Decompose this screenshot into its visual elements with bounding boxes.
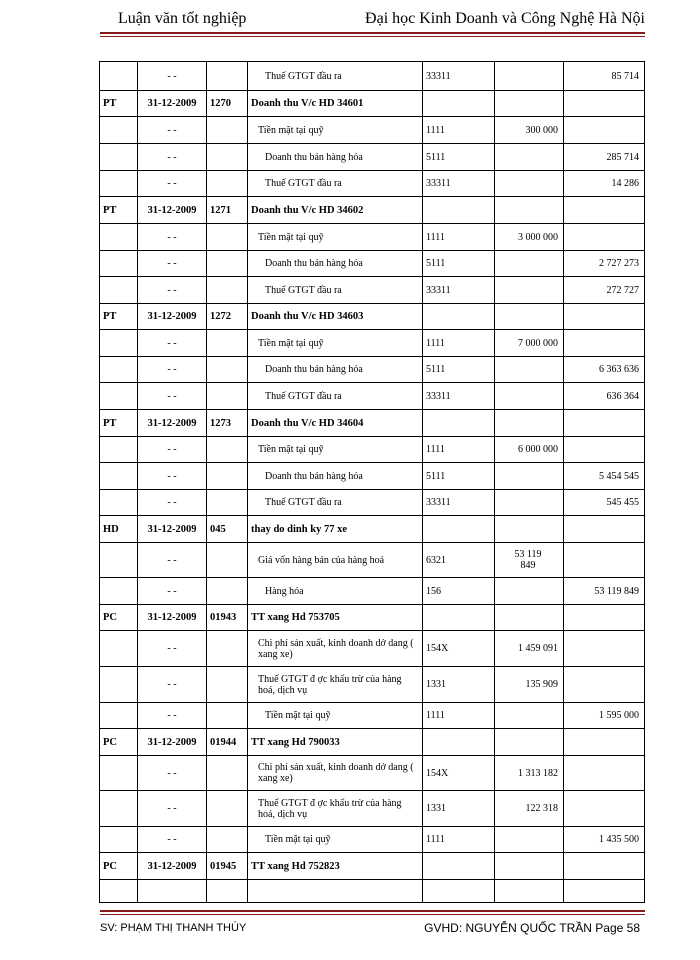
voucher-type-cell [100,703,138,729]
voucher-header-row [100,605,645,631]
account-cell: 1331 [423,791,495,827]
voucher-number-cell [207,383,248,410]
dash-cell: - - [138,827,207,853]
voucher-number-cell: 1270 [207,91,248,117]
account-cell [423,853,495,880]
voucher-header-row [100,197,645,224]
debit-cell: 135 909 [495,667,564,703]
empty-cell [423,880,495,903]
voucher-number-cell [207,667,248,703]
account-cell [423,91,495,117]
account-cell: 1111 [423,117,495,144]
dash-cell: - - [138,490,207,516]
voucher-number-cell [207,357,248,383]
voucher-number-cell [207,251,248,277]
debit-cell: 6 000 000 [495,437,564,463]
debit-cell: 300 000 [495,117,564,144]
voucher-type-cell [100,224,138,251]
voucher-description-cell: Doanh thu V/c HD 34602 [248,197,423,224]
voucher-type-cell [100,383,138,410]
entry-description-cell: Tiền mặt tại quỹ [248,703,423,729]
account-cell [423,605,495,631]
table-row [100,703,645,729]
voucher-number-cell [207,543,248,578]
debit-cell [495,516,564,543]
voucher-date-cell: 31-12-2009 [138,516,207,543]
debit-cell [495,729,564,756]
account-cell: 1111 [423,330,495,357]
voucher-number-cell: 01944 [207,729,248,756]
dash-cell: - - [138,578,207,605]
entry-description-cell: Thuế GTGT đ ợc khấu trừ của hàng hoá, dịch vụ [248,667,423,703]
voucher-description-cell: Doanh thu V/c HD 34603 [248,304,423,330]
empty-cell [207,880,248,903]
voucher-type-cell [100,277,138,304]
entry-description-cell: Tiền mặt tại quỹ [248,117,423,144]
debit-cell [495,463,564,490]
voucher-number-cell [207,756,248,791]
voucher-number-cell [207,224,248,251]
debit-cell [495,171,564,197]
debit-cell [495,304,564,330]
voucher-header-row [100,91,645,117]
voucher-type-cell: PT [100,304,138,330]
table-row [100,631,645,667]
voucher-number-cell: 045 [207,516,248,543]
voucher-type-cell: PC [100,853,138,880]
dash-cell: - - [138,791,207,827]
entry-description-cell: Thuế GTGT đ ợc khấu trừ của hàng hoá, dịch vụ [248,791,423,827]
voucher-date-cell: 31-12-2009 [138,729,207,756]
entry-description-cell: Thuế GTGT đầu ra [248,490,423,516]
credit-cell: 53 119 849 [564,578,645,605]
voucher-number-cell: 1271 [207,197,248,224]
voucher-type-cell: PT [100,91,138,117]
dash-cell: - - [138,224,207,251]
credit-cell [564,304,645,330]
debit-cell: 1 313 182 [495,756,564,791]
table-row [100,756,645,791]
credit-cell [564,729,645,756]
voucher-type-cell [100,117,138,144]
credit-cell [564,117,645,144]
dash-cell: - - [138,383,207,410]
debit-cell [495,144,564,171]
account-cell: 5111 [423,251,495,277]
entry-description-cell: Thuế GTGT đầu ra [248,171,423,197]
account-cell: 154X [423,631,495,667]
debit-cell [495,383,564,410]
entry-description-cell: Hàng hóa [248,578,423,605]
empty-cell [248,880,423,903]
account-cell: 1111 [423,703,495,729]
account-cell: 156 [423,578,495,605]
account-cell [423,197,495,224]
credit-cell: 272 727 [564,277,645,304]
table-row [100,62,645,91]
account-cell [423,304,495,330]
voucher-type-cell [100,631,138,667]
debit-cell: 1 459 091 [495,631,564,667]
debit-cell [495,197,564,224]
dash-cell: - - [138,330,207,357]
voucher-type-cell [100,251,138,277]
voucher-number-cell [207,578,248,605]
voucher-header-row [100,410,645,437]
debit-cell: 3 000 000 [495,224,564,251]
voucher-date-cell: 31-12-2009 [138,91,207,117]
empty-cell [495,880,564,903]
credit-cell [564,91,645,117]
header-rule-thin [100,36,645,37]
debit-cell [495,827,564,853]
credit-cell [564,410,645,437]
credit-cell: 1 435 500 [564,827,645,853]
credit-cell [564,330,645,357]
voucher-header-row [100,853,645,880]
entry-description-cell: Chi phí sản xuất, kinh doanh dở dang ( xang xe) [248,756,423,791]
voucher-type-cell [100,578,138,605]
voucher-number-cell: 01945 [207,853,248,880]
entry-description-cell: Tiền mặt tại quỹ [248,224,423,251]
empty-cell [138,880,207,903]
debit-cell: 53 119 849 [495,543,564,578]
credit-cell [564,224,645,251]
voucher-type-cell [100,357,138,383]
debit-cell: 7 000 000 [495,330,564,357]
entry-description-cell: Doanh thu bán hàng hóa [248,251,423,277]
table-row [100,277,645,304]
voucher-number-cell [207,791,248,827]
voucher-type-cell [100,756,138,791]
debit-cell [495,490,564,516]
debit-cell [495,853,564,880]
journal-table [99,61,645,903]
voucher-number-cell [207,437,248,463]
dash-cell: - - [138,756,207,791]
table-row [100,827,645,853]
voucher-number-cell: 1272 [207,304,248,330]
voucher-type-cell: PT [100,410,138,437]
account-cell: 1111 [423,827,495,853]
entry-description-cell: Chi phí sản xuất, kinh doanh dở dang ( xang xe) [248,631,423,667]
dash-cell: - - [138,277,207,304]
debit-cell: 122 318 [495,791,564,827]
voucher-number-cell [207,490,248,516]
credit-cell [564,756,645,791]
credit-cell: 1 595 000 [564,703,645,729]
voucher-type-cell [100,791,138,827]
footer-rule-thin [100,914,645,915]
header-thesis-label: Luận văn tốt nghiệp [118,10,247,27]
credit-cell [564,853,645,880]
voucher-description-cell: TT xang Hd 752823 [248,853,423,880]
table-row [100,117,645,144]
table-row [100,543,645,578]
header-university-name: Đại học Kinh Doanh và Công Nghệ Hà Nội [365,10,645,27]
voucher-description-cell: TT xang Hd 790033 [248,729,423,756]
table-row [100,880,645,903]
account-cell: 33311 [423,277,495,304]
credit-cell: 636 364 [564,383,645,410]
entry-description-cell: Tiền mặt tại quỹ [248,437,423,463]
voucher-description-cell: thay do dinh ky 77 xe [248,516,423,543]
debit-cell [495,62,564,91]
voucher-date-cell: 31-12-2009 [138,853,207,880]
voucher-type-cell [100,667,138,703]
dash-cell: - - [138,144,207,171]
debit-cell [495,605,564,631]
voucher-date-cell: 31-12-2009 [138,410,207,437]
empty-cell [100,880,138,903]
debit-cell [495,703,564,729]
voucher-description-cell: TT xang Hd 753705 [248,605,423,631]
header-rule [100,32,645,34]
account-cell: 33311 [423,171,495,197]
voucher-type-cell: PC [100,605,138,631]
credit-cell [564,516,645,543]
account-cell: 154X [423,756,495,791]
dash-cell: - - [138,357,207,383]
table-row [100,578,645,605]
voucher-number-cell [207,703,248,729]
debit-cell [495,578,564,605]
table-row [100,171,645,197]
dash-cell: - - [138,703,207,729]
account-cell: 33311 [423,383,495,410]
voucher-number-cell [207,827,248,853]
credit-cell: 285 714 [564,144,645,171]
voucher-date-cell: 31-12-2009 [138,304,207,330]
dash-cell: - - [138,631,207,667]
debit-cell [495,410,564,437]
account-cell: 1111 [423,224,495,251]
empty-cell [564,880,645,903]
entry-description-cell: Giá vốn hàng bán của hàng hoá [248,543,423,578]
credit-cell [564,791,645,827]
dash-cell: - - [138,117,207,144]
voucher-number-cell [207,463,248,490]
account-cell: 1331 [423,667,495,703]
voucher-date-cell: 31-12-2009 [138,605,207,631]
debit-cell [495,91,564,117]
credit-cell [564,631,645,667]
credit-cell: 85 714 [564,62,645,91]
voucher-number-cell [207,171,248,197]
voucher-type-cell [100,437,138,463]
dash-cell: - - [138,171,207,197]
voucher-type-cell: PC [100,729,138,756]
voucher-type-cell [100,543,138,578]
voucher-type-cell [100,463,138,490]
voucher-type-cell [100,827,138,853]
voucher-date-cell: 31-12-2009 [138,197,207,224]
credit-cell: 2 727 273 [564,251,645,277]
entry-description-cell: Doanh thu bán hàng hóa [248,144,423,171]
entry-description-cell: Tiền mặt tại quỹ [248,827,423,853]
credit-cell [564,543,645,578]
voucher-number-cell [207,277,248,304]
account-cell: 5111 [423,463,495,490]
table-row [100,224,645,251]
voucher-number-cell [207,330,248,357]
voucher-number-cell [207,117,248,144]
voucher-header-row [100,516,645,543]
debit-cell [495,277,564,304]
account-cell [423,729,495,756]
credit-cell: 14 286 [564,171,645,197]
voucher-type-cell [100,62,138,91]
table-row [100,667,645,703]
debit-cell [495,357,564,383]
entry-description-cell: Thuế GTGT đầu ra [248,277,423,304]
voucher-type-cell: PT [100,197,138,224]
voucher-number-cell [207,631,248,667]
dash-cell: - - [138,62,207,91]
entry-description-cell: Doanh thu bán hàng hóa [248,357,423,383]
table-row [100,251,645,277]
table-row [100,437,645,463]
credit-cell [564,197,645,224]
entry-description-cell: Doanh thu bán hàng hóa [248,463,423,490]
table-row [100,357,645,383]
table-row [100,791,645,827]
account-cell: 33311 [423,62,495,91]
account-cell: 33311 [423,490,495,516]
table-row [100,330,645,357]
dash-cell: - - [138,463,207,490]
voucher-type-cell [100,490,138,516]
footer-student-name: SV: PHẠM THỊ THANH THÚY [100,922,247,934]
table-row [100,144,645,171]
voucher-header-row [100,304,645,330]
credit-cell: 545 455 [564,490,645,516]
voucher-number-cell [207,144,248,171]
entry-description-cell: Tiền mặt tại quỹ [248,330,423,357]
footer-supervisor-page: GVHD: NGUYỄN QUỐC TRẦN Page 58 [424,921,640,935]
account-cell: 1111 [423,437,495,463]
table-row [100,463,645,490]
credit-cell [564,605,645,631]
voucher-header-row [100,729,645,756]
table-row [100,490,645,516]
credit-cell: 6 363 636 [564,357,645,383]
voucher-type-cell [100,330,138,357]
credit-cell [564,437,645,463]
page-header [100,6,645,30]
voucher-type-cell [100,144,138,171]
entry-description-cell: Thuế GTGT đầu ra [248,62,423,91]
dash-cell: - - [138,251,207,277]
voucher-number-cell [207,62,248,91]
account-cell [423,410,495,437]
credit-cell [564,667,645,703]
debit-cell [495,251,564,277]
voucher-description-cell: Doanh thu V/c HD 34601 [248,91,423,117]
footer-rule [100,910,645,912]
voucher-description-cell: Doanh thu V/c HD 34604 [248,410,423,437]
credit-cell: 5 454 545 [564,463,645,490]
voucher-type-cell [100,171,138,197]
voucher-type-cell: HD [100,516,138,543]
account-cell: 6321 [423,543,495,578]
voucher-number-cell: 01943 [207,605,248,631]
table-row [100,383,645,410]
account-cell: 5111 [423,357,495,383]
entry-description-cell: Thuế GTGT đầu ra [248,383,423,410]
account-cell [423,516,495,543]
dash-cell: - - [138,543,207,578]
voucher-number-cell: 1273 [207,410,248,437]
dash-cell: - - [138,437,207,463]
dash-cell: - - [138,667,207,703]
account-cell: 5111 [423,144,495,171]
